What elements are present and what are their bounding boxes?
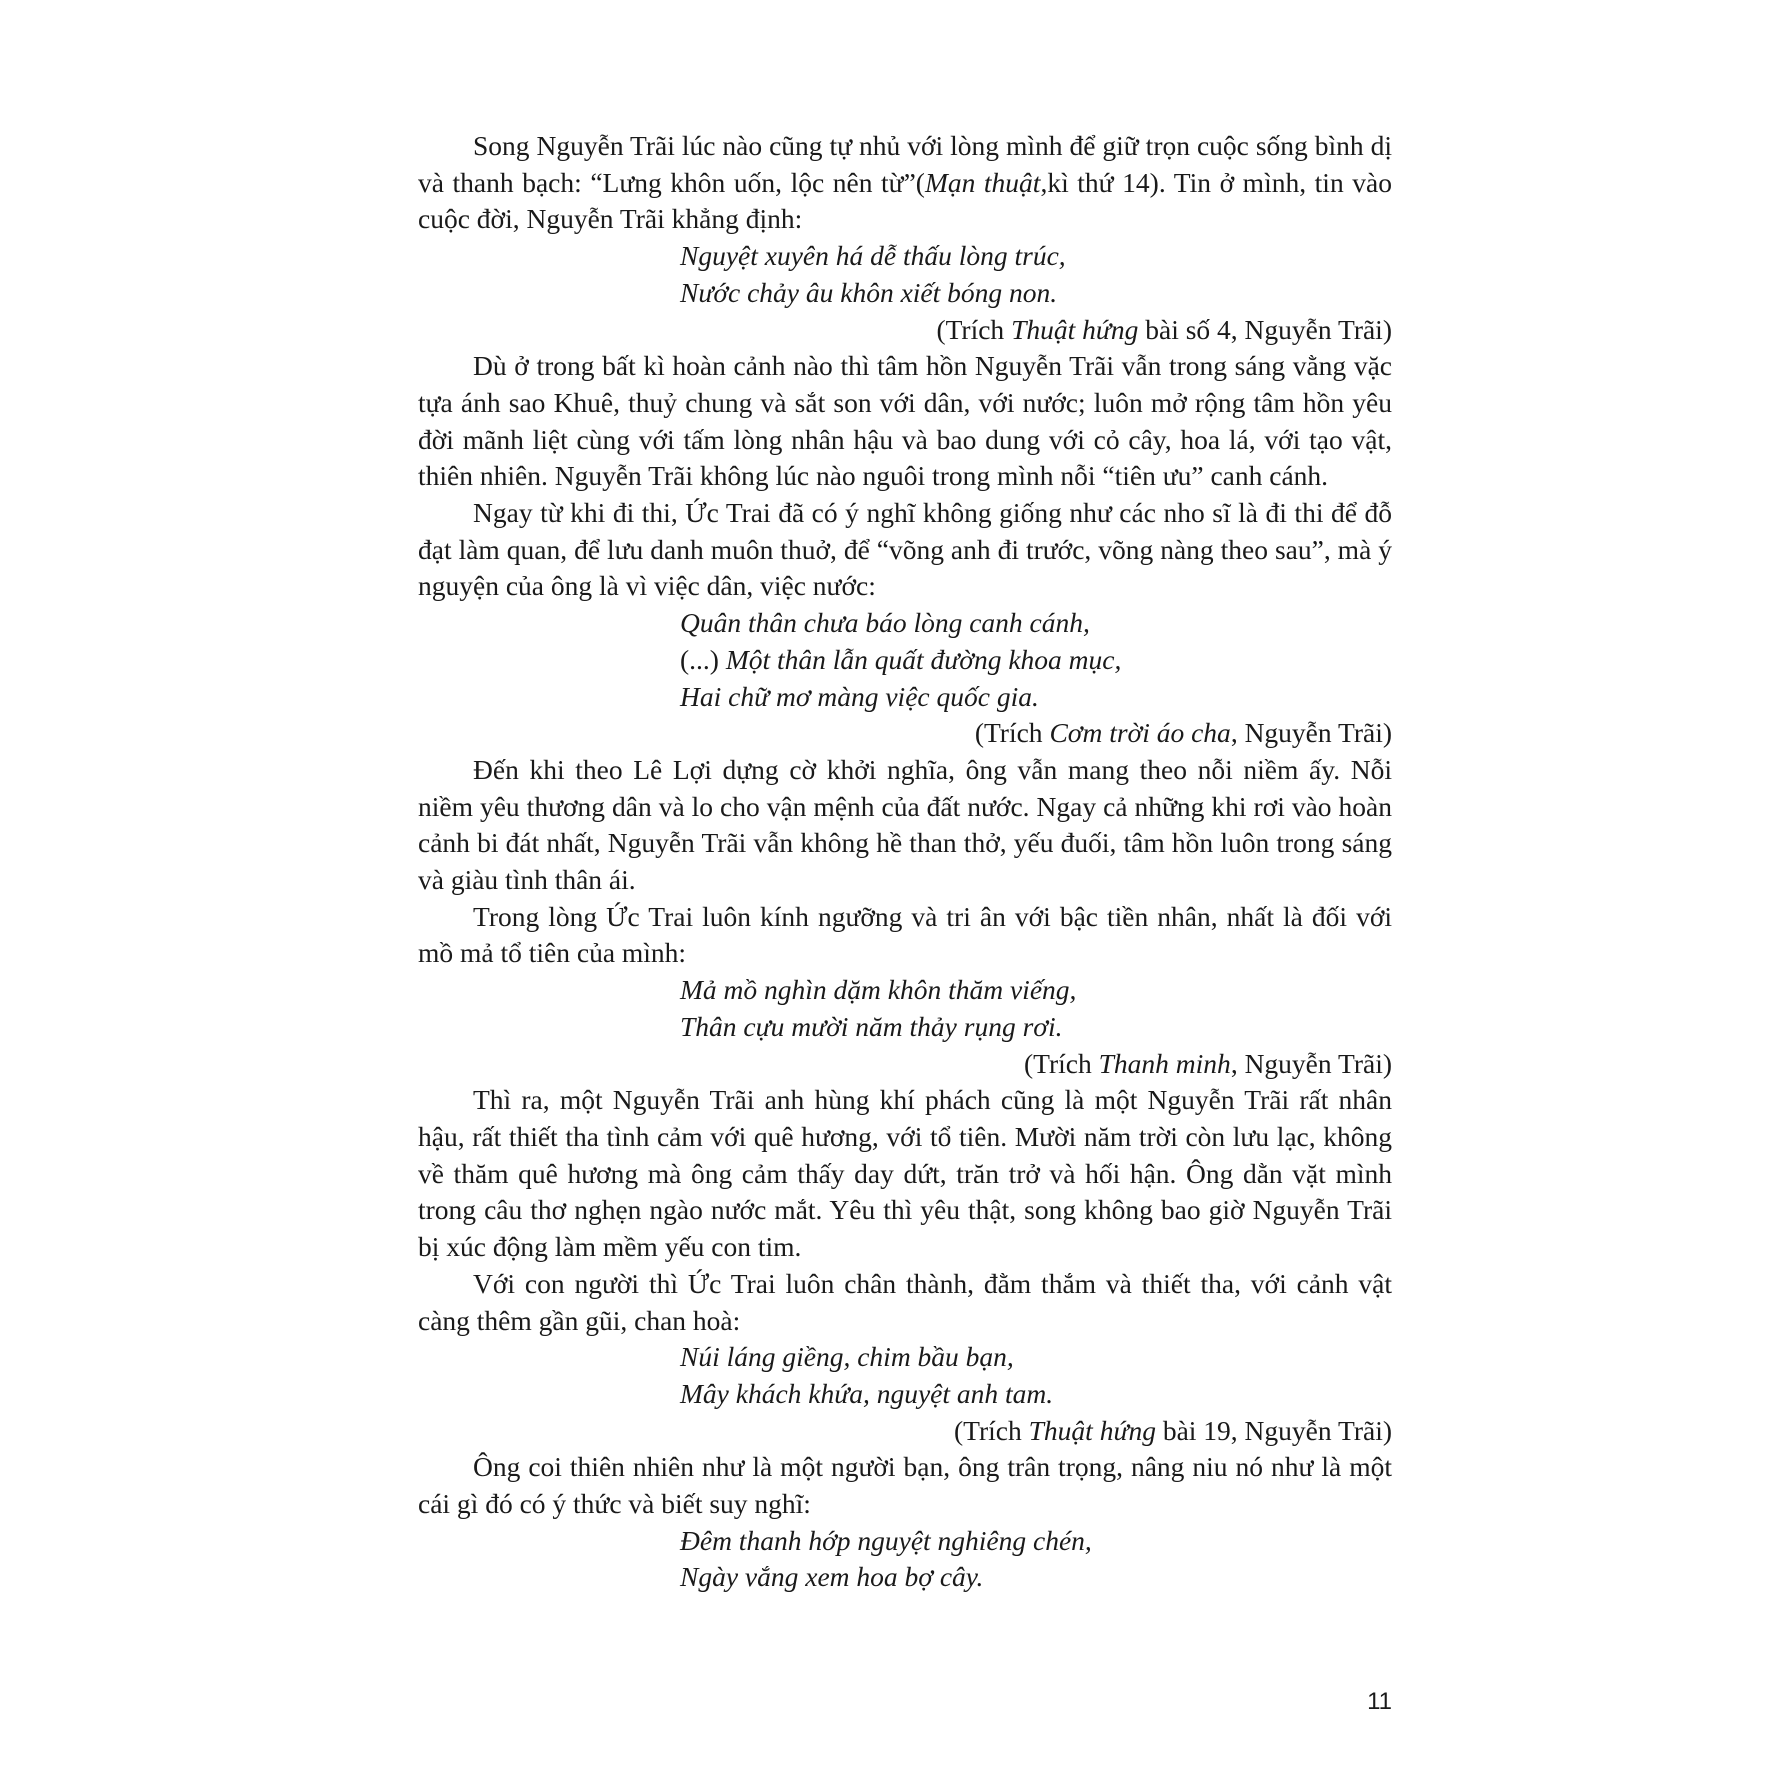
poem-line: Mả mồ nghìn dặm khôn thăm viếng, bbox=[680, 974, 1077, 1006]
poem-line: Nguyệt xuyên há dễ thấu lòng trúc, bbox=[680, 240, 1066, 272]
poem-line: Thân cựu mười năm thảy rụng rơi. bbox=[680, 1010, 1063, 1042]
poem-line: Ngày vắng xem hoa bợ cây. bbox=[680, 1561, 984, 1593]
citation-1: (Trích Thuật hứng bài số 4, Nguyễn Trãi) bbox=[936, 313, 1392, 345]
poem-excerpt-3 bbox=[418, 972, 1392, 1045]
work-title: Thuật hứng bbox=[1028, 1414, 1156, 1446]
work-title: Cơm trời áo cha bbox=[1049, 717, 1231, 749]
poem-excerpt-2 bbox=[418, 605, 1392, 715]
work-title: Mạn thuật bbox=[924, 166, 1041, 198]
poem-line: Mây khách khứa, nguyệt anh tam. bbox=[680, 1377, 1054, 1409]
paragraph-4: Đến khi theo Lê Lợi dựng cờ khởi nghĩa, ông vẫn mang theo nỗi niềm ấy. Nỗi niềm yêu thương dân và lo cho vận mệnh của đất nước. Ngay cả những khi rơi vào hoàn cảnh bi đát nhất, Nguyễn Trãi vẫn không hề than thở, yếu đuối, tâm hồn luôn trong sáng và giàu tình thân ái. bbox=[418, 753, 1392, 896]
poem-excerpt-1 bbox=[418, 238, 1392, 311]
poem-line: Quân thân chưa báo lòng canh cánh, bbox=[680, 607, 1090, 639]
poem-line: Núi láng giềng, chim bầu bạn, bbox=[680, 1341, 1014, 1373]
poem-line: (...) Một thân lẫn quất đường khoa mục, bbox=[680, 643, 1122, 675]
paragraph-8: Ông coi thiên nhiên như là một người bạn, ông trân trọng, nâng niu nó như là một cái gì đó có ý thức và biết suy nghĩ: bbox=[418, 1451, 1392, 1520]
citation-2: (Trích Cơm trời áo cha, Nguyễn Trãi) bbox=[974, 717, 1392, 749]
paragraph-3: Ngay từ khi đi thi, Ức Trai đã có ý nghĩ không giống như các nho sĩ là đi thi để đỗ đạt làm quan, để lưu danh muôn thuở, để “võng anh đi trước, võng nàng theo sau”, mà ý nguyện của ông là vì việc dân, việc nước: bbox=[418, 497, 1392, 602]
poem-line: Đêm thanh hớp nguyệt nghiêng chén, bbox=[680, 1524, 1092, 1556]
paragraph-6: Thì ra, một Nguyễn Trãi anh hùng khí phách cũng là một Nguyễn Trãi rất nhân hậu, rất thiết tha tình cảm với quê hương, với tổ tiên. Mười năm trời còn lưu lạc, không về thăm quê hương mà ông cảm thấy day dứt, trăn trở và hối hận. Ông dằn vặt mình trong câu thơ nghẹn ngào nước mắt. Yêu thì yêu thật, song không bao giờ Nguyễn Trãi bị xúc động làm mềm yếu con tim. bbox=[418, 1084, 1392, 1263]
poem-line: Nước chảy âu khôn xiết bóng non. bbox=[680, 276, 1058, 308]
poem-excerpt-4 bbox=[418, 1339, 1392, 1412]
page-number: 11 bbox=[1367, 1688, 1392, 1715]
document-page-body bbox=[418, 128, 1392, 1596]
poem-excerpt-5 bbox=[418, 1523, 1392, 1596]
citation-3: (Trích Thanh minh, Nguyễn Trãi) bbox=[1024, 1047, 1392, 1079]
work-title: Thuật hứng bbox=[1011, 313, 1139, 345]
work-title: Thanh minh bbox=[1098, 1047, 1231, 1079]
paragraph-7: Với con người thì Ức Trai luôn chân thành, đằm thắm và thiết tha, với cảnh vật càng thêm gần gũi, chan hoà: bbox=[418, 1267, 1392, 1336]
ellipsis-marker: (...) bbox=[680, 643, 719, 675]
poem-line: Hai chữ mơ màng việc quốc gia. bbox=[680, 680, 1039, 712]
paragraph-2: Dù ở trong bất kì hoàn cảnh nào thì tâm hồn Nguyễn Trãi vẫn trong sáng vằng vặc tựa ánh sao Khuê, thuỷ chung và sắt son với dân, với nước; luôn mở rộng tâm hồn yêu đời mãnh liệt cùng với tấm lòng nhân hậu và bao dung với cỏ cây, hoa lá, với tạo vật, thiên nhiên. Nguyễn Trãi không lúc nào nguôi trong mình nỗi “tiên ưu” canh cánh. bbox=[418, 350, 1392, 492]
paragraph-5: Trong lòng Ức Trai luôn kính ngưỡng và tri ân với bậc tiền nhân, nhất là đối với mồ mả tổ tiên của mình: bbox=[418, 900, 1392, 969]
paragraph-1: Song Nguyễn Trãi lúc nào cũng tự nhủ với lòng mình để giữ trọn cuộc sống bình dị và thanh bạch: “Lưng khôn uốn, lộc nên từ”(Mạn thuật,kì thứ 14). Tin ở mình, tin vào cuộc đời, Nguyễn Trãi khẳng định: bbox=[418, 130, 1392, 235]
citation-4: (Trích Thuật hứng bài 19, Nguyễn Trãi) bbox=[954, 1414, 1392, 1446]
